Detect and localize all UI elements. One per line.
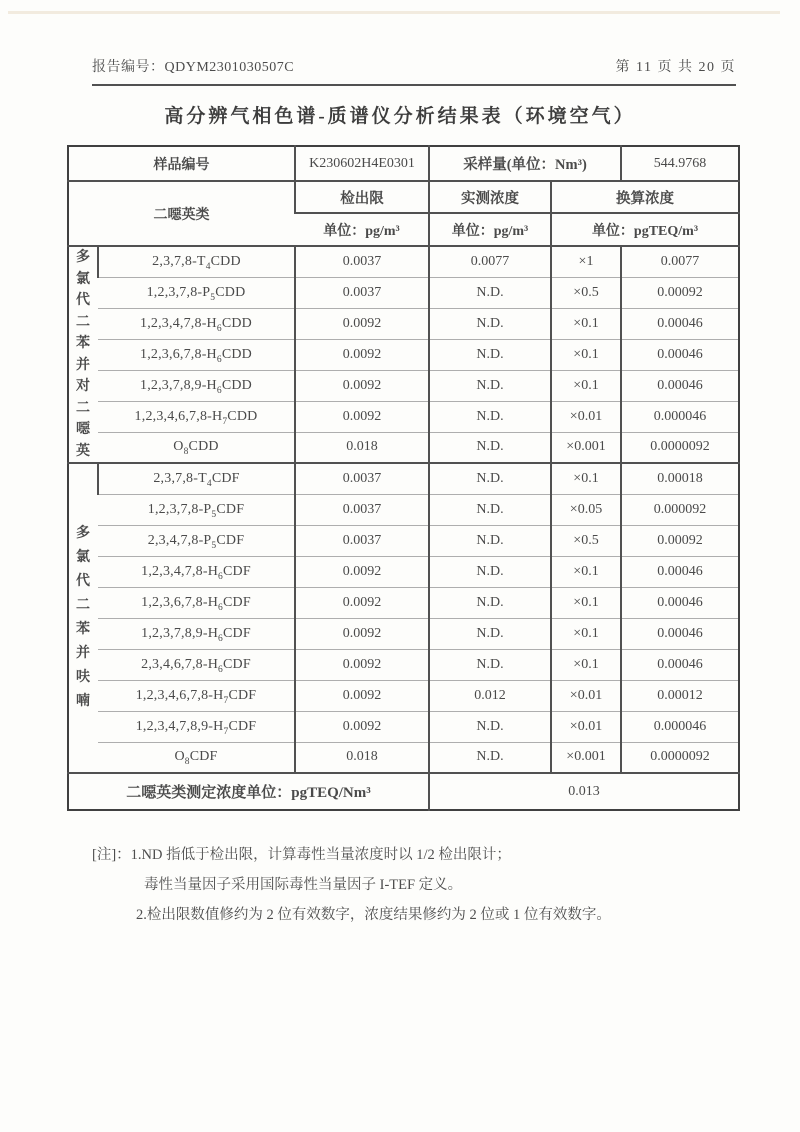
- congener-name: $1,2,3,6,7,8-H_6CDD$: [98, 339, 295, 370]
- measured-value: N.D.: [429, 711, 551, 742]
- table-row: [68, 463, 739, 494]
- teq-value: 0.00046: [621, 370, 739, 401]
- tef-factor: ×0.1: [551, 463, 621, 494]
- tef-factor: ×0.1: [551, 556, 621, 587]
- detection-limit-value: 0.0092: [295, 308, 429, 339]
- measured-value: N.D.: [429, 432, 551, 463]
- column-header-row: [68, 181, 739, 213]
- measured-value: N.D.: [429, 339, 551, 370]
- table-row: [68, 432, 739, 463]
- table-row: [68, 308, 739, 339]
- congener-name: $1,2,3,6,7,8-H_6CDF$: [98, 587, 295, 618]
- detection-limit-value: 0.0092: [295, 618, 429, 649]
- measured-conc-header: 实测浓度: [429, 181, 551, 213]
- table-row: [68, 246, 739, 277]
- note-line-2: 毒性当量因子采用国际毒性当量因子 I-TEF 定义。: [144, 877, 463, 893]
- congener-name: $O_8CDD$: [98, 432, 295, 463]
- measured-value: N.D.: [429, 618, 551, 649]
- table-row: [68, 649, 739, 680]
- table-row: [68, 494, 739, 525]
- sample-volume-label: 采样量(单位：Nm³): [429, 146, 621, 181]
- page-title: 高分辨气相色谱-质谱仪分析结果表（环境空气）: [164, 106, 636, 127]
- detection-limit-value: 0.0092: [295, 370, 429, 401]
- table-row: [68, 618, 739, 649]
- total-row: [68, 773, 739, 810]
- tef-factor: ×0.001: [551, 742, 621, 773]
- teq-value: 0.000046: [621, 711, 739, 742]
- measured-conc-unit: 单位：pg/m³: [429, 213, 551, 246]
- detection-limit-value: 0.0092: [295, 339, 429, 370]
- report-number-line: [92, 56, 294, 76]
- measured-value: N.D.: [429, 463, 551, 494]
- teq-value: 0.00046: [621, 339, 739, 370]
- measured-value: N.D.: [429, 525, 551, 556]
- teq-value: 0.00092: [621, 525, 739, 556]
- table-row: [68, 556, 739, 587]
- teq-value: 0.00012: [621, 680, 739, 711]
- congener-name: $2,3,7,8-T_4CDD$: [98, 246, 295, 277]
- detection-limit-value: 0.0092: [295, 711, 429, 742]
- table-row: [68, 711, 739, 742]
- total-label: 二噁英类测定浓度单位：pgTEQ/Nm³: [68, 773, 429, 810]
- teq-value: 0.000046: [621, 401, 739, 432]
- analyte-class-header: 二噁英类: [68, 181, 295, 246]
- congener-name: $O_8CDF$: [98, 742, 295, 773]
- tef-factor: ×0.5: [551, 277, 621, 308]
- measured-value: 0.0077: [429, 246, 551, 277]
- converted-conc-header: 换算浓度: [551, 181, 739, 213]
- tef-factor: ×0.01: [551, 680, 621, 711]
- table-row: [68, 742, 739, 773]
- teq-value: 0.0000092: [621, 432, 739, 463]
- detection-limit-value: 0.0037: [295, 246, 429, 277]
- detection-limit-value: 0.0037: [295, 494, 429, 525]
- sample-id-label: 样品编号: [68, 146, 295, 181]
- congener-name: $1,2,3,4,7,8,9-H_7CDF$: [98, 711, 295, 742]
- report-number-label: 报告编号：: [92, 60, 165, 75]
- measured-value: N.D.: [429, 556, 551, 587]
- detection-limit-unit: 单位：pg/m³: [295, 213, 429, 246]
- table-row: [68, 339, 739, 370]
- teq-value: 0.0077: [621, 246, 739, 277]
- detection-limit-header: 检出限: [295, 181, 429, 213]
- tef-factor: ×0.1: [551, 308, 621, 339]
- teq-value: 0.00046: [621, 587, 739, 618]
- measured-value: N.D.: [429, 742, 551, 773]
- measured-value: N.D.: [429, 277, 551, 308]
- detection-limit-value: 0.0092: [295, 587, 429, 618]
- tef-factor: ×0.1: [551, 587, 621, 618]
- detection-limit-value: 0.0037: [295, 463, 429, 494]
- results-table: [67, 145, 740, 811]
- group-label: 多 氯 代 二 苯 并 对 二 噁 英: [68, 246, 98, 463]
- detection-limit-value: 0.018: [295, 432, 429, 463]
- congener-name: $1,2,3,4,7,8-H_6CDF$: [98, 556, 295, 587]
- page-indicator: 第 11 页 共 20 页: [615, 60, 736, 75]
- detection-limit-value: 0.0092: [295, 649, 429, 680]
- sample-id-value: K230602H4E0301: [295, 146, 429, 181]
- teq-value: 0.0000092: [621, 742, 739, 773]
- scan-artifact-line: [8, 11, 780, 14]
- measured-value: N.D.: [429, 308, 551, 339]
- note-line-3: 2.检出限数值修约为 2 位有效数字，浓度结果修约为 2 位或 1 位有效数字。: [136, 907, 611, 923]
- teq-value: 0.00046: [621, 649, 739, 680]
- teq-value: 0.00046: [621, 618, 739, 649]
- detection-limit-value: 0.0092: [295, 680, 429, 711]
- page-header: [92, 56, 736, 86]
- detection-limit-value: 0.0037: [295, 277, 429, 308]
- table-row: [68, 587, 739, 618]
- congener-name: $1,2,3,4,7,8-H_6CDD$: [98, 308, 295, 339]
- teq-value: 0.00092: [621, 277, 739, 308]
- notes: [92, 840, 732, 930]
- congener-name: $1,2,3,7,8,9-H_6CDF$: [98, 618, 295, 649]
- results-table-body: [68, 146, 739, 810]
- table-row: [68, 680, 739, 711]
- tef-factor: ×0.05: [551, 494, 621, 525]
- tef-factor: ×0.1: [551, 339, 621, 370]
- congener-name: $2,3,7,8-T_4CDF$: [98, 463, 295, 494]
- teq-value: 0.00018: [621, 463, 739, 494]
- congener-name: $1,2,3,4,6,7,8-H_7CDF$: [98, 680, 295, 711]
- measured-value: 0.012: [429, 680, 551, 711]
- detection-limit-value: 0.0092: [295, 556, 429, 587]
- measured-value: N.D.: [429, 401, 551, 432]
- measured-value: N.D.: [429, 649, 551, 680]
- congener-name: $2,3,4,7,8-P_5CDF$: [98, 525, 295, 556]
- measured-value: N.D.: [429, 370, 551, 401]
- tef-factor: ×0.01: [551, 711, 621, 742]
- congener-name: $1,2,3,4,6,7,8-H_7CDD$: [98, 401, 295, 432]
- tef-factor: ×0.1: [551, 618, 621, 649]
- converted-conc-unit: 单位：pgTEQ/m³: [551, 213, 739, 246]
- detection-limit-value: 0.0037: [295, 525, 429, 556]
- tef-factor: ×0.5: [551, 525, 621, 556]
- detection-limit-value: 0.0092: [295, 401, 429, 432]
- teq-value: 0.00046: [621, 308, 739, 339]
- tef-factor: ×0.1: [551, 649, 621, 680]
- detection-limit-value: 0.018: [295, 742, 429, 773]
- total-value: 0.013: [429, 773, 739, 810]
- note-line-1: [注]：1.ND 指低于检出限，计算毒性当量浓度时以 1/2 检出限计；: [92, 847, 511, 863]
- sample-info-row: [68, 146, 739, 181]
- measured-value: N.D.: [429, 494, 551, 525]
- report-number: QDYM2301030507C: [164, 60, 295, 75]
- table-row: [68, 525, 739, 556]
- table-row: [68, 277, 739, 308]
- congener-name: $1,2,3,7,8-P_5CDD$: [98, 277, 295, 308]
- congener-name: $1,2,3,7,8-P_5CDF$: [98, 494, 295, 525]
- teq-value: 0.00046: [621, 556, 739, 587]
- tef-factor: ×0.1: [551, 370, 621, 401]
- table-row: [68, 370, 739, 401]
- congener-name: $2,3,4,6,7,8-H_6CDF$: [98, 649, 295, 680]
- teq-value: 0.000092: [621, 494, 739, 525]
- measured-value: N.D.: [429, 587, 551, 618]
- tef-factor: ×0.001: [551, 432, 621, 463]
- table-row: [68, 401, 739, 432]
- congener-name: $1,2,3,7,8,9-H_6CDD$: [98, 370, 295, 401]
- tef-factor: ×1: [551, 246, 621, 277]
- tef-factor: ×0.01: [551, 401, 621, 432]
- sample-volume-value: 544.9768: [621, 146, 739, 181]
- group-label: 多 氯 代 二 苯 并 呋 喃: [68, 463, 98, 773]
